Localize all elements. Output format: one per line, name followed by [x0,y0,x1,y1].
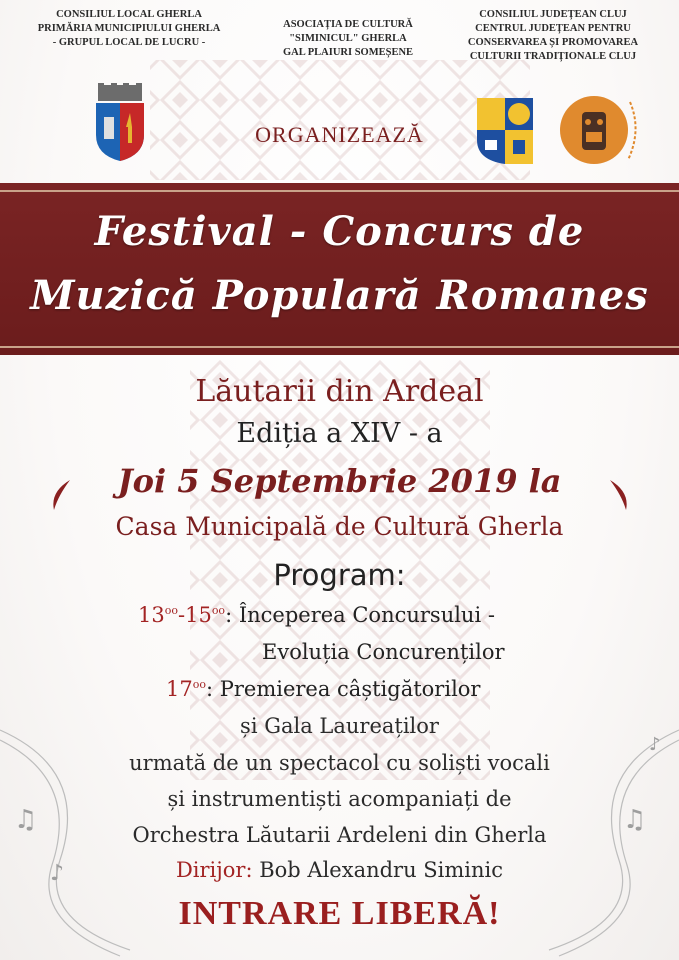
free-entry-banner: INTRARE LIBERĂ! [178,895,501,932]
music-staff-right-icon [539,690,679,960]
conductor: Dirijor: Bob Alexandru Siminic [175,858,504,882]
program-item-2: $17^{oo}$: Premierea câștigătorilor [166,677,481,701]
banner-border-top [0,190,679,192]
festival-title-line-1: Festival - Concurs de [94,208,585,255]
event-venue: Casa Municipală de Cultură Gherla [115,512,564,541]
program-item-1: $13^{oo}-15^{oo}$: Începerea Concursului - [138,603,495,627]
header-left-organizer: CONSILIUL LOCAL GHERLA PRIMĂRIA MUNICIPIULUI GHERLA - GRUPUL LOCAL DE LUCRU - [37,9,221,48]
program-line-3: urmată de un spectacol cu soliști vocali [129,751,550,775]
festival-title-line-2: Muzică Populară Romanes [30,272,649,319]
svg-text:♫: ♫ [14,805,38,835]
svg-text:♪: ♪ [50,861,65,886]
program-line-4: și instrumentiști acompaniați de [167,787,512,811]
music-staff-left-icon [0,690,140,960]
organizer-label: ORGANIZEAZĂ [255,122,424,147]
svg-text:♪: ♪ [649,734,661,755]
svg-text:♫: ♫ [623,805,647,835]
program-line-5: Orchestra Lăutarii Ardeleni din Gherla [132,823,547,847]
event-date: Joi 5 Septembrie 2019 la [117,462,562,500]
event-subtitle: Lăutarii din Ardeal [195,374,484,409]
header-right-organizer: CONSILIUL JUDEȚEAN CLUJ CENTRUL JUDEȚEAN PENTRU CONSERVAREA ȘI PROMOVAREA CULTURII TRADIȚIONALE CLUJ [467,9,639,62]
header-center-organizer: ASOCIAȚIA DE CULTURĂ "SIMINICUL" GHERLA GAL PLAIURI SOMEȘENE [282,19,414,58]
program-item-1-detail: Evoluția Concurenților [262,640,505,664]
program-heading: Program: [273,558,406,592]
program-item-2-detail: și Gala Laureaților [240,714,439,738]
event-edition: Ediția a XIV - a [236,418,443,449]
banner-border-bottom [0,346,679,348]
